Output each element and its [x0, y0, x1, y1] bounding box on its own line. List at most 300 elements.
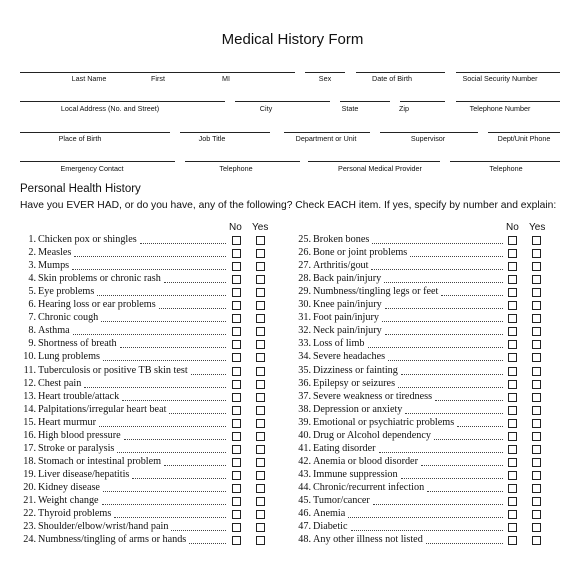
no-checkbox[interactable]: [232, 445, 241, 454]
leader-dots: [97, 295, 226, 296]
no-checkbox[interactable]: [232, 393, 241, 402]
leader-dots: [74, 256, 226, 257]
condition-label: Foot pain/injury: [313, 312, 379, 323]
condition-row: [20, 325, 268, 338]
leader-dots: [434, 439, 503, 440]
condition-row: [295, 508, 544, 521]
yes-checkbox[interactable]: [256, 340, 265, 349]
yes-checkbox[interactable]: [532, 353, 541, 362]
yes-checkbox[interactable]: [256, 288, 265, 297]
yes-checkbox[interactable]: [256, 380, 265, 389]
condition-label: High blood pressure: [38, 430, 121, 441]
condition-row: [295, 312, 544, 325]
condition-row: [20, 534, 268, 547]
condition-number: 32.: [298, 325, 311, 336]
condition-label: Diabetic: [313, 521, 348, 532]
condition-label: Numbness/tingling of arms or hands: [38, 534, 187, 545]
no-checkbox[interactable]: [232, 471, 241, 480]
yes-checkbox[interactable]: [532, 445, 541, 454]
condition-label: Depression or anxiety: [313, 404, 403, 415]
no-checkbox[interactable]: [508, 380, 517, 389]
leader-dots: [72, 269, 226, 270]
condition-number: 19.: [23, 469, 36, 480]
condition-row: [20, 508, 268, 521]
no-checkbox[interactable]: [508, 314, 517, 323]
condition-label: Eye problems: [38, 286, 95, 297]
yes-checkbox[interactable]: [256, 367, 265, 376]
no-checkbox[interactable]: [508, 262, 517, 271]
condition-number: 37.: [298, 391, 311, 402]
form-field-label: Zip: [399, 104, 409, 113]
no-checkbox[interactable]: [232, 497, 241, 506]
form-field-label: Place of Birth: [58, 134, 102, 143]
form-field-line[interactable]: [20, 101, 225, 102]
condition-row: [295, 417, 544, 430]
yes-checkbox[interactable]: [256, 419, 265, 428]
leader-dots: [371, 269, 503, 270]
no-checkbox[interactable]: [232, 458, 241, 467]
yes-checkbox[interactable]: [532, 262, 541, 271]
condition-label: Heart murmur: [38, 417, 96, 428]
form-field-line[interactable]: [305, 72, 345, 73]
form-field-line[interactable]: [308, 161, 440, 162]
condition-row: [20, 378, 268, 391]
condition-label: Chicken pox or shingles: [38, 234, 137, 245]
condition-number: 38.: [298, 404, 311, 415]
condition-number: 2.: [28, 247, 36, 258]
section-title: Personal Health History: [20, 183, 141, 195]
yes-checkbox[interactable]: [532, 327, 541, 336]
condition-label: Drug or Alcohol dependency: [313, 430, 431, 441]
condition-row: [295, 299, 544, 312]
condition-row: [20, 417, 268, 430]
yes-checkbox[interactable]: [256, 327, 265, 336]
condition-row: [20, 482, 268, 495]
condition-row: [295, 286, 544, 299]
no-checkbox[interactable]: [232, 510, 241, 519]
form-title: Medical History Form: [221, 31, 364, 48]
form-field-line[interactable]: [185, 161, 300, 162]
condition-label: Bone or joint problems: [313, 247, 408, 258]
condition-number: 7.: [28, 312, 36, 323]
leader-dots: [384, 282, 503, 283]
condition-label: Eating disorder: [313, 443, 376, 454]
yes-checkbox[interactable]: [256, 314, 265, 323]
condition-row: [20, 443, 268, 456]
yes-checkbox[interactable]: [256, 249, 265, 258]
yes-checkbox[interactable]: [532, 314, 541, 323]
leader-dots: [169, 413, 226, 414]
yes-checkbox[interactable]: [256, 484, 265, 493]
condition-label: Stroke or paralysis: [38, 443, 115, 454]
form-field-label: First: [151, 74, 165, 83]
no-checkbox[interactable]: [508, 340, 517, 349]
condition-number: 8.: [28, 325, 36, 336]
yes-checkbox[interactable]: [532, 471, 541, 480]
condition-row: [20, 247, 268, 260]
leader-dots: [84, 387, 226, 388]
yes-checkbox[interactable]: [256, 445, 265, 454]
condition-number: 18.: [23, 456, 36, 467]
condition-row: [295, 378, 544, 391]
condition-row: [295, 495, 544, 508]
yes-checkbox[interactable]: [256, 236, 265, 245]
condition-label: Any other illness not listed: [313, 534, 423, 545]
no-checkbox[interactable]: [232, 236, 241, 245]
condition-number: 47.: [298, 521, 311, 532]
condition-label: Chronic/recurrent infection: [313, 482, 425, 493]
condition-row: [295, 234, 544, 247]
no-checkbox[interactable]: [232, 419, 241, 428]
leader-dots: [421, 465, 503, 466]
leader-dots: [379, 452, 503, 453]
condition-number: 25.: [298, 234, 311, 245]
yes-checkbox[interactable]: [532, 419, 541, 428]
no-checkbox[interactable]: [232, 432, 241, 441]
yes-checkbox[interactable]: [532, 484, 541, 493]
yes-checkbox[interactable]: [256, 458, 265, 467]
leader-dots: [124, 439, 226, 440]
condition-label: Liver disease/hepatitis: [38, 469, 130, 480]
form-field-label: Telephone Number: [469, 104, 531, 113]
yes-checkbox[interactable]: [256, 432, 265, 441]
yes-checkbox[interactable]: [532, 497, 541, 506]
condition-number: 40.: [298, 430, 311, 441]
no-checkbox[interactable]: [508, 275, 517, 284]
condition-label: Shoulder/elbow/wrist/hand pain: [38, 521, 169, 532]
yes-checkbox[interactable]: [256, 262, 265, 271]
condition-label: Heart trouble/attack: [38, 391, 120, 402]
condition-label: Lung problems: [38, 351, 100, 362]
condition-label: Broken bones: [313, 234, 370, 245]
leader-dots: [171, 530, 226, 531]
leader-dots: [103, 491, 226, 492]
condition-row: [295, 365, 544, 378]
yes-checkbox[interactable]: [256, 523, 265, 532]
leader-dots: [348, 517, 503, 518]
yes-checkbox[interactable]: [256, 471, 265, 480]
no-checkbox[interactable]: [508, 236, 517, 245]
yes-checkbox[interactable]: [532, 236, 541, 245]
no-checkbox[interactable]: [508, 367, 517, 376]
condition-row: [20, 260, 268, 273]
yes-checkbox[interactable]: [256, 497, 265, 506]
leader-dots: [189, 543, 226, 544]
form-field-line[interactable]: [284, 132, 370, 133]
yes-checkbox[interactable]: [532, 288, 541, 297]
condition-row: [20, 312, 268, 325]
yes-checkbox[interactable]: [256, 353, 265, 362]
yes-checkbox[interactable]: [532, 340, 541, 349]
condition-number: 24.: [23, 534, 36, 545]
form-field-line[interactable]: [20, 161, 175, 162]
condition-row: [295, 482, 544, 495]
condition-number: 15.: [23, 417, 36, 428]
form-field-line[interactable]: [488, 132, 560, 133]
form-field-label: Last Name: [71, 74, 107, 83]
no-checkbox[interactable]: [232, 523, 241, 532]
condition-number: 33.: [298, 338, 311, 349]
no-checkbox[interactable]: [508, 419, 517, 428]
yes-checkbox[interactable]: [532, 275, 541, 284]
leader-dots: [191, 374, 226, 375]
condition-number: 42.: [298, 456, 311, 467]
condition-label: Loss of limb: [313, 338, 365, 349]
no-checkbox[interactable]: [232, 314, 241, 323]
condition-row: [20, 338, 268, 351]
no-checkbox[interactable]: [508, 458, 517, 467]
leader-dots: [351, 530, 503, 531]
condition-number: 34.: [298, 351, 311, 362]
leader-dots: [132, 478, 226, 479]
condition-label: Stomach or intestinal problem: [38, 456, 162, 467]
leader-dots: [122, 400, 226, 401]
condition-number: 46.: [298, 508, 311, 519]
condition-number: 12.: [23, 378, 36, 389]
condition-number: 6.: [28, 299, 36, 310]
condition-number: 31.: [298, 312, 311, 323]
condition-label: Back pain/injury: [313, 273, 382, 284]
form-field-line[interactable]: [456, 72, 560, 73]
condition-label: Shortness of breath: [38, 338, 117, 349]
condition-number: 26.: [298, 247, 311, 258]
condition-row: [295, 247, 544, 260]
condition-number: 10.: [23, 351, 36, 362]
yes-checkbox[interactable]: [532, 432, 541, 441]
condition-row: [20, 430, 268, 443]
condition-number: 3.: [28, 260, 36, 271]
leader-dots: [120, 347, 226, 348]
condition-number: 21.: [23, 495, 36, 506]
condition-label: Arthritis/gout: [313, 260, 369, 271]
no-checkbox[interactable]: [508, 249, 517, 258]
form-field-label: Telephone: [489, 164, 523, 173]
form-field-label: Social Security Number: [462, 74, 538, 83]
yes-checkbox[interactable]: [532, 406, 541, 415]
no-checkbox[interactable]: [232, 288, 241, 297]
yes-checkbox[interactable]: [256, 406, 265, 415]
condition-number: 14.: [23, 404, 36, 415]
condition-number: 29.: [298, 286, 311, 297]
leader-dots: [388, 360, 503, 361]
condition-label: Thyroid problems: [38, 508, 112, 519]
form-field-label: Dept/Unit Phone: [497, 134, 551, 143]
condition-row: [20, 495, 268, 508]
condition-number: 39.: [298, 417, 311, 428]
condition-label: Mumps: [38, 260, 70, 271]
no-checkbox[interactable]: [232, 262, 241, 271]
form-field-line[interactable]: [20, 132, 170, 133]
condition-number: 44.: [298, 482, 311, 493]
condition-number: 17.: [23, 443, 36, 454]
no-checkbox[interactable]: [232, 353, 241, 362]
form-field-label: Date of Birth: [372, 74, 412, 83]
leader-dots: [159, 308, 226, 309]
condition-number: 11.: [23, 365, 36, 376]
yes-checkbox[interactable]: [532, 249, 541, 258]
condition-label: Asthma: [38, 325, 70, 336]
no-checkbox[interactable]: [232, 301, 241, 310]
yes-checkbox[interactable]: [532, 536, 541, 545]
condition-number: 9.: [28, 338, 36, 349]
condition-label: Palpitations/irregular heart beat: [38, 404, 167, 415]
form-field-label: Personal Medical Provider: [338, 164, 422, 173]
condition-label: Chronic cough: [38, 312, 99, 323]
no-header-left: No: [229, 222, 242, 233]
condition-label: Severe headaches: [313, 351, 386, 362]
form-field-label: Emergency Contact: [60, 164, 124, 173]
condition-number: 30.: [298, 299, 311, 310]
leader-dots: [410, 256, 503, 257]
condition-row: [20, 469, 268, 482]
condition-label: Severe weakness or tiredness: [313, 391, 433, 402]
condition-number: 1.: [28, 234, 36, 245]
condition-row: [20, 234, 268, 247]
condition-label: Chest pain: [38, 378, 82, 389]
no-checkbox[interactable]: [508, 353, 517, 362]
condition-row: [20, 404, 268, 417]
leader-dots: [101, 321, 226, 322]
no-header-right: No: [506, 222, 519, 233]
no-checkbox[interactable]: [508, 432, 517, 441]
yes-checkbox[interactable]: [256, 393, 265, 402]
form-field-label: Department or Unit: [295, 134, 357, 143]
yes-checkbox[interactable]: [532, 367, 541, 376]
condition-row: [20, 351, 268, 364]
condition-number: 45.: [298, 495, 311, 506]
no-checkbox[interactable]: [232, 367, 241, 376]
no-checkbox[interactable]: [232, 484, 241, 493]
yes-checkbox[interactable]: [256, 536, 265, 545]
form-field-line[interactable]: [20, 72, 295, 73]
condition-row: [20, 521, 268, 534]
condition-row: [295, 391, 544, 404]
leader-dots: [385, 334, 503, 335]
form-field-line[interactable]: [400, 101, 445, 102]
condition-row: [295, 443, 544, 456]
yes-checkbox[interactable]: [256, 510, 265, 519]
condition-row: [295, 325, 544, 338]
yes-checkbox[interactable]: [532, 393, 541, 402]
condition-row: [295, 469, 544, 482]
condition-row: [295, 456, 544, 469]
no-checkbox[interactable]: [232, 249, 241, 258]
leader-dots: [102, 504, 226, 505]
no-checkbox[interactable]: [232, 380, 241, 389]
yes-checkbox[interactable]: [532, 523, 541, 532]
condition-label: Anemia or blood disorder: [313, 456, 418, 467]
condition-label: Dizziness or fainting: [313, 365, 398, 376]
leader-dots: [457, 426, 503, 427]
no-checkbox[interactable]: [508, 406, 517, 415]
leader-dots: [426, 543, 503, 544]
condition-row: [295, 404, 544, 417]
condition-row: [20, 391, 268, 404]
no-checkbox[interactable]: [508, 327, 517, 336]
leader-dots: [435, 400, 503, 401]
condition-row: [20, 456, 268, 469]
leader-dots: [441, 295, 503, 296]
no-checkbox[interactable]: [232, 275, 241, 284]
yes-checkbox[interactable]: [532, 301, 541, 310]
form-field-line[interactable]: [356, 72, 445, 73]
leader-dots: [368, 347, 503, 348]
yes-checkbox[interactable]: [532, 458, 541, 467]
leader-dots: [114, 517, 226, 518]
form-field-line[interactable]: [180, 132, 270, 133]
leader-dots: [164, 282, 226, 283]
yes-checkbox[interactable]: [532, 380, 541, 389]
no-checkbox[interactable]: [232, 406, 241, 415]
form-field-label: MI: [222, 74, 230, 83]
condition-number: 43.: [298, 469, 311, 480]
no-checkbox[interactable]: [508, 445, 517, 454]
condition-row: [295, 351, 544, 364]
condition-row: [20, 273, 268, 286]
condition-row: [20, 365, 268, 378]
condition-row: [295, 273, 544, 286]
no-checkbox[interactable]: [508, 523, 517, 532]
no-checkbox[interactable]: [232, 340, 241, 349]
no-checkbox[interactable]: [508, 497, 517, 506]
form-field-label: City: [259, 104, 273, 113]
form-field-line[interactable]: [450, 161, 560, 162]
leader-dots: [385, 308, 503, 309]
form-field-line[interactable]: [235, 101, 330, 102]
condition-number: 4.: [28, 273, 36, 284]
no-checkbox[interactable]: [232, 536, 241, 545]
no-checkbox[interactable]: [232, 327, 241, 336]
yes-checkbox[interactable]: [256, 275, 265, 284]
condition-label: Knee pain/injury: [313, 299, 382, 310]
condition-label: Kidney disease: [38, 482, 100, 493]
no-checkbox[interactable]: [508, 536, 517, 545]
no-checkbox[interactable]: [508, 393, 517, 402]
leader-dots: [99, 426, 226, 427]
condition-label: Measles: [38, 247, 72, 258]
condition-label: Tumor/cancer: [313, 495, 370, 506]
condition-label: Immune suppression: [313, 469, 398, 480]
form-field-line[interactable]: [456, 101, 560, 102]
leader-dots: [405, 413, 503, 414]
condition-number: 23.: [23, 521, 36, 532]
form-field-label: Local Address (No. and Street): [60, 104, 160, 113]
condition-label: Weight change: [38, 495, 99, 506]
condition-number: 16.: [23, 430, 36, 441]
leader-dots: [401, 374, 503, 375]
condition-label: Numbness/tingling legs or feet: [313, 286, 439, 297]
no-checkbox[interactable]: [508, 510, 517, 519]
no-checkbox[interactable]: [508, 484, 517, 493]
condition-label: Neck pain/injury: [313, 325, 382, 336]
leader-dots: [401, 478, 503, 479]
no-checkbox[interactable]: [508, 288, 517, 297]
form-field-line[interactable]: [380, 132, 478, 133]
condition-number: 5.: [28, 286, 36, 297]
form-field-line[interactable]: [340, 101, 390, 102]
leader-dots: [373, 504, 503, 505]
yes-checkbox[interactable]: [532, 510, 541, 519]
condition-label: Skin problems or chronic rash: [38, 273, 161, 284]
leader-dots: [398, 387, 503, 388]
form-field-label: Supervisor: [410, 134, 446, 143]
condition-label: Anemia: [313, 508, 346, 519]
condition-row: [20, 299, 268, 312]
no-checkbox[interactable]: [508, 301, 517, 310]
yes-checkbox[interactable]: [256, 301, 265, 310]
leader-dots: [164, 465, 226, 466]
no-checkbox[interactable]: [508, 471, 517, 480]
